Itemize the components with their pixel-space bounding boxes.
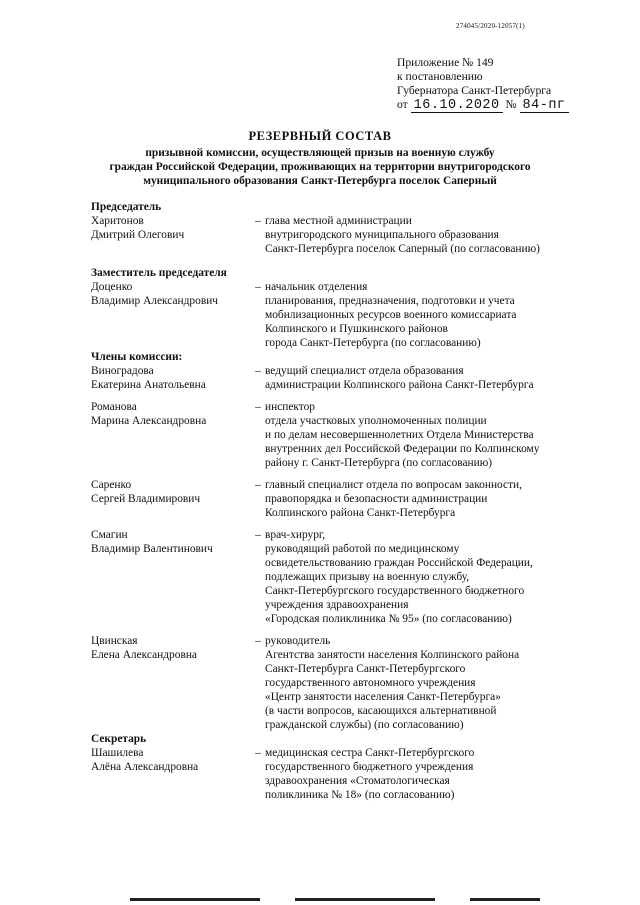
- role-line: учреждения здравоохранения: [265, 599, 409, 611]
- member-name: [91, 400, 251, 470]
- member-role: [265, 214, 591, 256]
- members-heading: Члены комиссии:: [91, 351, 183, 363]
- member-given-name: Владимир Александрович: [91, 295, 219, 307]
- member-entry: [91, 478, 591, 520]
- appendix-line: Приложение № 149: [397, 56, 494, 69]
- member-name: [91, 746, 251, 802]
- deputy-heading: Заместитель председателя: [91, 267, 227, 279]
- member-name: [91, 528, 251, 626]
- role-line: Колпинского района Санкт-Петербурга: [265, 507, 456, 519]
- member-name: [91, 634, 251, 732]
- role-line: Санкт-Петербургского государственного бюджетного: [265, 585, 525, 597]
- role-line: Агентства занятости населения Колпинского района: [265, 649, 520, 661]
- page-title: РЕЗЕРВНЫЙ СОСТАВ: [248, 129, 392, 143]
- role-line: главный специалист отдела по вопросам законности,: [265, 479, 522, 491]
- subtitle-line: призывной комиссии, осуществляющей призыв на военную службу: [145, 147, 495, 159]
- member-surname: Романова: [91, 401, 137, 413]
- member-given-name: Алёна Александровна: [91, 761, 199, 773]
- member-role: [265, 280, 591, 350]
- role-line: (в части вопросов, касающихся альтернативной: [265, 705, 497, 717]
- member-given-name: Дмитрий Олегович: [91, 229, 185, 241]
- role-line: планирования, предназначения, подготовки и учета: [265, 295, 515, 307]
- appendix-block: [397, 56, 569, 113]
- member-entry: [91, 528, 591, 626]
- role-line: и по делам несовершеннолетних Отдела Министерства: [265, 429, 534, 441]
- dash: –: [255, 479, 261, 491]
- decree-number: 84-пг: [520, 100, 569, 113]
- member-given-name: Екатерина Анатольевна: [91, 379, 206, 391]
- member-name: [91, 364, 251, 392]
- role-line: руководящий работой по медицинскому: [265, 543, 460, 555]
- role-line: медицинская сестра Санкт-Петербургского: [265, 747, 475, 759]
- role-line: инспектор: [265, 401, 316, 413]
- role-line: внутригородского муниципального образования: [265, 229, 499, 241]
- member-given-name: Сергей Владимирович: [91, 493, 201, 505]
- role-line: подлежащих призыву на военную службу,: [265, 571, 470, 583]
- appendix-date-line: [397, 98, 569, 113]
- signature-band-fragment: [295, 898, 435, 901]
- role-line: району г. Санкт-Петербурга (по согласованию): [265, 457, 493, 469]
- member-surname: Виноградова: [91, 365, 154, 377]
- signature-band-fragment: [470, 898, 540, 901]
- member-surname: Саренко: [91, 479, 132, 491]
- member-given-name: Елена Александровна: [91, 649, 197, 661]
- decree-date: 16.10.2020: [411, 100, 503, 113]
- role-line: отдела участковых уполномоченных полиции: [265, 415, 487, 427]
- deputy-entry: [91, 280, 591, 350]
- dash: –: [255, 215, 261, 227]
- role-line: государственного автономного учреждения: [265, 677, 476, 689]
- subtitle: [70, 146, 570, 188]
- member-role: [265, 364, 591, 392]
- role-line: администрации Колпинского района Санкт-Петербурга: [265, 379, 534, 391]
- appendix-line: Губернатора Санкт-Петербурга: [397, 84, 552, 97]
- role-line: врач-хирург,: [265, 529, 326, 541]
- role-line: города Санкт-Петербурга (по согласованию): [265, 337, 481, 349]
- role-line: здравоохранения «Стоматологическая: [265, 775, 450, 787]
- member-role: [265, 746, 591, 802]
- title-block: [70, 128, 570, 188]
- date-prefix: от: [397, 98, 408, 111]
- member-surname: Смагин: [91, 529, 128, 541]
- appendix-line: к постановлению: [397, 70, 483, 83]
- member-surname: Доценко: [91, 281, 133, 293]
- number-sign: №: [505, 98, 517, 111]
- role-line: гражданской службы) (по согласованию): [265, 719, 464, 731]
- member-given-name: Марина Александровна: [91, 415, 207, 427]
- secretary-heading: Секретарь: [91, 733, 147, 745]
- subtitle-line: муниципального образования Санкт-Петербурга поселок Саперный: [143, 175, 497, 187]
- role-line: ведущий специалист отдела образования: [265, 365, 464, 377]
- chairman-heading: Председатель: [91, 201, 162, 213]
- member-entry: [91, 634, 591, 732]
- document-number: 274045/2020-12057(1): [456, 22, 525, 30]
- subtitle-line: граждан Российской Федерации, проживающих на территории внутригородского: [109, 161, 531, 173]
- member-role: [265, 528, 591, 626]
- member-surname: Шашилева: [91, 747, 144, 759]
- member-role: [265, 478, 591, 520]
- role-line: глава местной администрации: [265, 215, 412, 227]
- dash: –: [255, 635, 261, 647]
- role-line: поликлиника № 18» (по согласованию): [265, 789, 455, 801]
- secretary-entry: [91, 746, 591, 802]
- role-line: правопорядка и безопасности администрации: [265, 493, 488, 505]
- chairman-entry: [91, 214, 591, 256]
- member-role: [265, 634, 591, 732]
- commission-roster: [91, 200, 591, 802]
- dash: –: [255, 365, 261, 377]
- role-line: Санкт-Петербурга поселок Саперный (по согласованию): [265, 243, 540, 255]
- dash: –: [255, 401, 261, 413]
- role-line: внутренних дел Российской Федерации по Колпинскому: [265, 443, 540, 455]
- role-line: руководитель: [265, 635, 331, 647]
- role-line: «Городская поликлиника № 95» (по согласованию): [265, 613, 512, 625]
- member-name: [91, 280, 251, 350]
- role-line: «Центр занятости населения Санкт-Петербурга»: [265, 691, 501, 703]
- role-line: Колпинского и Пушкинского районов: [265, 323, 448, 335]
- dash: –: [255, 281, 261, 293]
- role-line: Санкт-Петербурга Санкт-Петербургского: [265, 663, 466, 675]
- dash: –: [255, 529, 261, 541]
- role-line: начальник отделения: [265, 281, 368, 293]
- role-line: мобилизационных ресурсов военного комиссариата: [265, 309, 517, 321]
- dash: –: [255, 747, 261, 759]
- signature-band-fragment: [130, 898, 260, 901]
- member-surname: Харитонов: [91, 215, 144, 227]
- role-line: освидетельствованию граждан Российской Федерации,: [265, 557, 533, 569]
- role-line: государственного бюджетного учреждения: [265, 761, 474, 773]
- member-name: [91, 478, 251, 520]
- member-role: [265, 400, 591, 470]
- member-name: [91, 214, 251, 256]
- member-surname: Цвинская: [91, 635, 138, 647]
- member-given-name: Владимир Валентинович: [91, 543, 213, 555]
- member-entry: [91, 364, 591, 392]
- member-entry: [91, 400, 591, 470]
